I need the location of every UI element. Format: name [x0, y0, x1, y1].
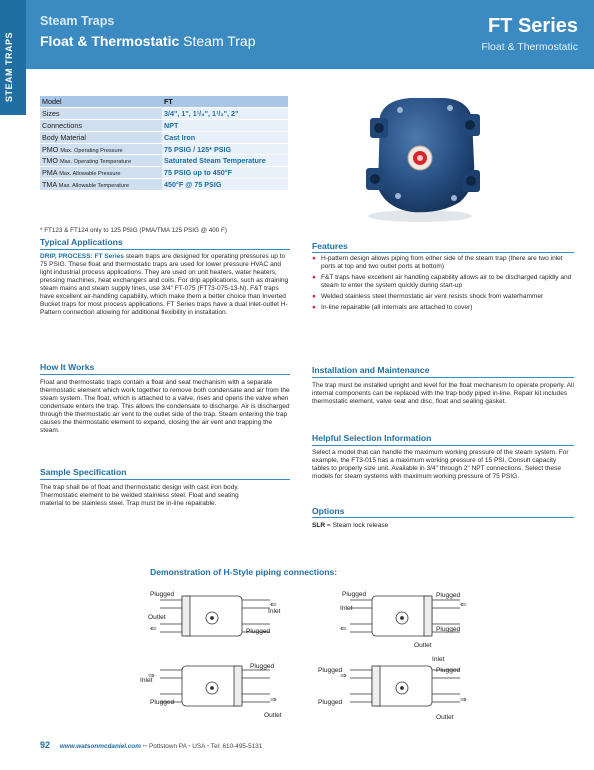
options-text — [312, 522, 574, 530]
typical-applications-heading: Typical Applications — [40, 237, 123, 247]
spec-value: Cast Iron — [162, 131, 288, 143]
series-subtitle: Float & Thermostatic — [481, 41, 578, 53]
label-inlet: Inlet — [340, 605, 353, 612]
page-title-rest: Steam Trap — [179, 33, 256, 49]
spec-key-desc: Max. Operating Temperature — [59, 159, 132, 166]
page-number: 92 — [40, 740, 51, 750]
label-outlet: Outlet — [264, 712, 282, 719]
spec-key: Sizes — [42, 109, 60, 119]
drip-process-lead: DRIP, PROCESS: — [40, 253, 93, 260]
label-inlet: Inlet — [140, 677, 153, 684]
option-code: SLR — [312, 522, 326, 529]
sample-specification-text: The trap shall be of float and thermostatic design with cast iron body. Thermostatic element to be welded stainless steel. Float and seating material to be stainless steel. Trap must be in-line repairable. — [40, 484, 239, 507]
label-plugged: Plugged — [150, 699, 175, 706]
feature-item: ● F&T traps have excellent air handling capability allows air to be discharged rapidly and steam to enter the system quickly during start-up — [312, 274, 574, 290]
header-category: Steam Traps — [40, 14, 115, 28]
typical-applications-body: steam traps are designed for operating pressures up to 75 PSIG. These float and thermostatic traps are used for lower pressure HVAC and light industrial process applications. They are used on unit heaters, water heaters, pressing machines, heat exchangers and coils. For drip applications, such as draining steam mains and steam supply lines, use 3/4" FT-075 (FT73-075-13-N). F&T traps have excellent air-handling capability, which make them a better choice than Inverted Bucket traps for most process applications. FT Series traps have a dual inlet-outlet H-Pattern connection allowing for additional flexibility in installation. — [40, 253, 289, 316]
svg-text:⇒: ⇒ — [148, 671, 155, 680]
spec-value: FT — [162, 96, 288, 108]
label-plugged: Plugged — [436, 667, 461, 674]
label-plugged: Plugged — [318, 667, 343, 674]
svg-text:⇐: ⇐ — [460, 600, 467, 609]
how-it-works-heading: How It Works — [40, 362, 95, 372]
spec-value: NPT — [162, 120, 288, 132]
section-divider — [40, 249, 290, 250]
footer-separator: •• — [142, 743, 149, 750]
feature-item: ● Welded stainless steel thermostatic air vent resists shock from waterhammer — [312, 293, 574, 301]
spec-value: 75 PSIG / 125* PSIG — [162, 143, 288, 155]
installation-text: The trap must be installed upright and level for the float mechanism to operate properly. All internal components can be replaced with the trap body piped in-line. Repair kit includes thermostatic element, valve seat and disc, float and sealing gasket. — [312, 382, 574, 405]
label-outlet: Outlet — [436, 714, 454, 721]
footer-phone: Tel: 610-495-5131 — [210, 743, 263, 750]
footer-separator: • — [188, 743, 193, 750]
label-outlet: Outlet — [414, 642, 432, 649]
series-title: FT Series — [487, 15, 578, 37]
page-footer — [40, 740, 262, 750]
spec-row — [40, 143, 288, 155]
spec-key: PMO — [42, 144, 59, 154]
label-plugged: Plugged — [436, 626, 461, 633]
spec-key: PMA — [42, 168, 58, 178]
label-plugged: Plugged — [436, 592, 461, 599]
features-heading: Features — [312, 241, 348, 251]
spec-row — [40, 167, 288, 179]
selection-heading: Helpful Selection Information — [312, 433, 432, 443]
svg-text:⇒: ⇒ — [270, 695, 277, 704]
spec-key-desc: Max. Operating Pressure — [60, 147, 123, 154]
spec-row — [40, 131, 288, 143]
section-divider — [312, 445, 574, 446]
spec-key: Body Material — [42, 132, 86, 142]
footer-country: USA — [192, 743, 206, 750]
spec-table — [40, 96, 288, 191]
label-plugged: Plugged — [250, 663, 275, 670]
spec-footnote: * FT123 & FT124 only to 125 PSIG (PMA/TMA 125 PSIG @ 400 F) — [40, 227, 227, 234]
spec-value: 75 PSIG up to 450°F — [162, 167, 288, 179]
spec-row — [40, 96, 288, 108]
how-it-works-text: Float and thermostatic traps contain a float and seat mechanism with a separate thermostatic element which work together to remove both condensate and air from the steam system. The float, which is attached to a valve, rises and opens the valve when condensate enters the trap. This allows the condensate to discharge. Air is discharged through the thermostatic air vent to the outlet side of the trap. Steam entering the trap causes the thermostatic element to expand, closing the air vent and trapping the steam. — [40, 379, 290, 434]
side-tab-label: STEAM TRAPS — [4, 31, 14, 102]
spec-key-desc: Max. Allowable Temperature — [58, 182, 129, 189]
section-divider — [312, 517, 574, 518]
spec-key: Model — [42, 97, 62, 107]
footer-city: Pottstown PA — [148, 743, 187, 750]
selection-text: Select a model that can handle the maximum working pressure of the steam system. For example, the FT3-015 has a maximum working pressure of 15 PSI. Consult capacity tables to properly size unit. Available in 3/4" through 2" NPT connections. Select these models for steam systems with maximum working pressure of 75 PSIG. — [312, 449, 569, 480]
svg-text:⇒: ⇒ — [340, 671, 347, 680]
option-description: = Steam lock release — [325, 522, 389, 529]
spec-key-desc: Max. Allowable Pressure — [59, 171, 121, 178]
spec-row — [40, 155, 288, 167]
ft-trap-product-image — [350, 88, 490, 226]
spec-row — [40, 108, 288, 120]
installation-heading: Installation and Maintenance — [312, 365, 430, 375]
series-reference: FT Series — [94, 253, 124, 260]
options-heading: Options — [312, 506, 345, 516]
spec-value: 3/4", 1", 1¹/₄", 1¹/₂", 2" — [162, 108, 288, 120]
label-outlet: Outlet — [148, 614, 166, 621]
demo-title: Demonstration of H-Style piping connections: — [150, 567, 338, 577]
section-divider — [312, 252, 574, 253]
label-inlet: Inlet — [268, 608, 281, 615]
spec-row — [40, 179, 288, 191]
typical-applications-text — [40, 253, 290, 317]
spec-row — [40, 120, 288, 132]
page-title — [40, 33, 256, 49]
feature-item: ● H-pattern design allows piping from either side of the steam trap (there are two inlet ports at top and two outlet ports at bottom) — [312, 255, 574, 271]
label-inlet: Inlet — [432, 656, 445, 663]
page-title-bold: Float & Thermostatic — [40, 33, 180, 49]
sample-specification-heading: Sample Specification — [40, 467, 127, 477]
spec-key: Connections — [42, 120, 82, 130]
side-tab — [0, 0, 26, 115]
section-divider — [40, 479, 290, 480]
section-divider — [40, 374, 290, 375]
spec-value: 450°F @ 75 PSIG — [162, 179, 288, 191]
spec-key: TMO — [42, 156, 58, 166]
website-link[interactable]: www.watsonmcdaniel.com — [59, 743, 141, 750]
label-plugged: Plugged — [342, 591, 367, 598]
svg-text:⇐: ⇐ — [340, 624, 347, 633]
features-list — [312, 255, 574, 315]
footer-separator: • — [206, 743, 211, 750]
spec-key: TMA — [42, 179, 57, 189]
svg-text:⇐: ⇐ — [150, 624, 157, 633]
label-plugged: Plugged — [318, 699, 343, 706]
svg-text:⇒: ⇒ — [460, 695, 467, 704]
spec-value: Saturated Steam Temperature — [162, 155, 288, 167]
svg-text:⇐: ⇐ — [270, 600, 277, 609]
label-plugged: Plugged — [150, 591, 175, 598]
label-plugged: Plugged — [246, 628, 271, 635]
feature-item: ● In-line repairable (all internals are attached to cover) — [312, 304, 574, 312]
section-divider — [312, 377, 574, 378]
